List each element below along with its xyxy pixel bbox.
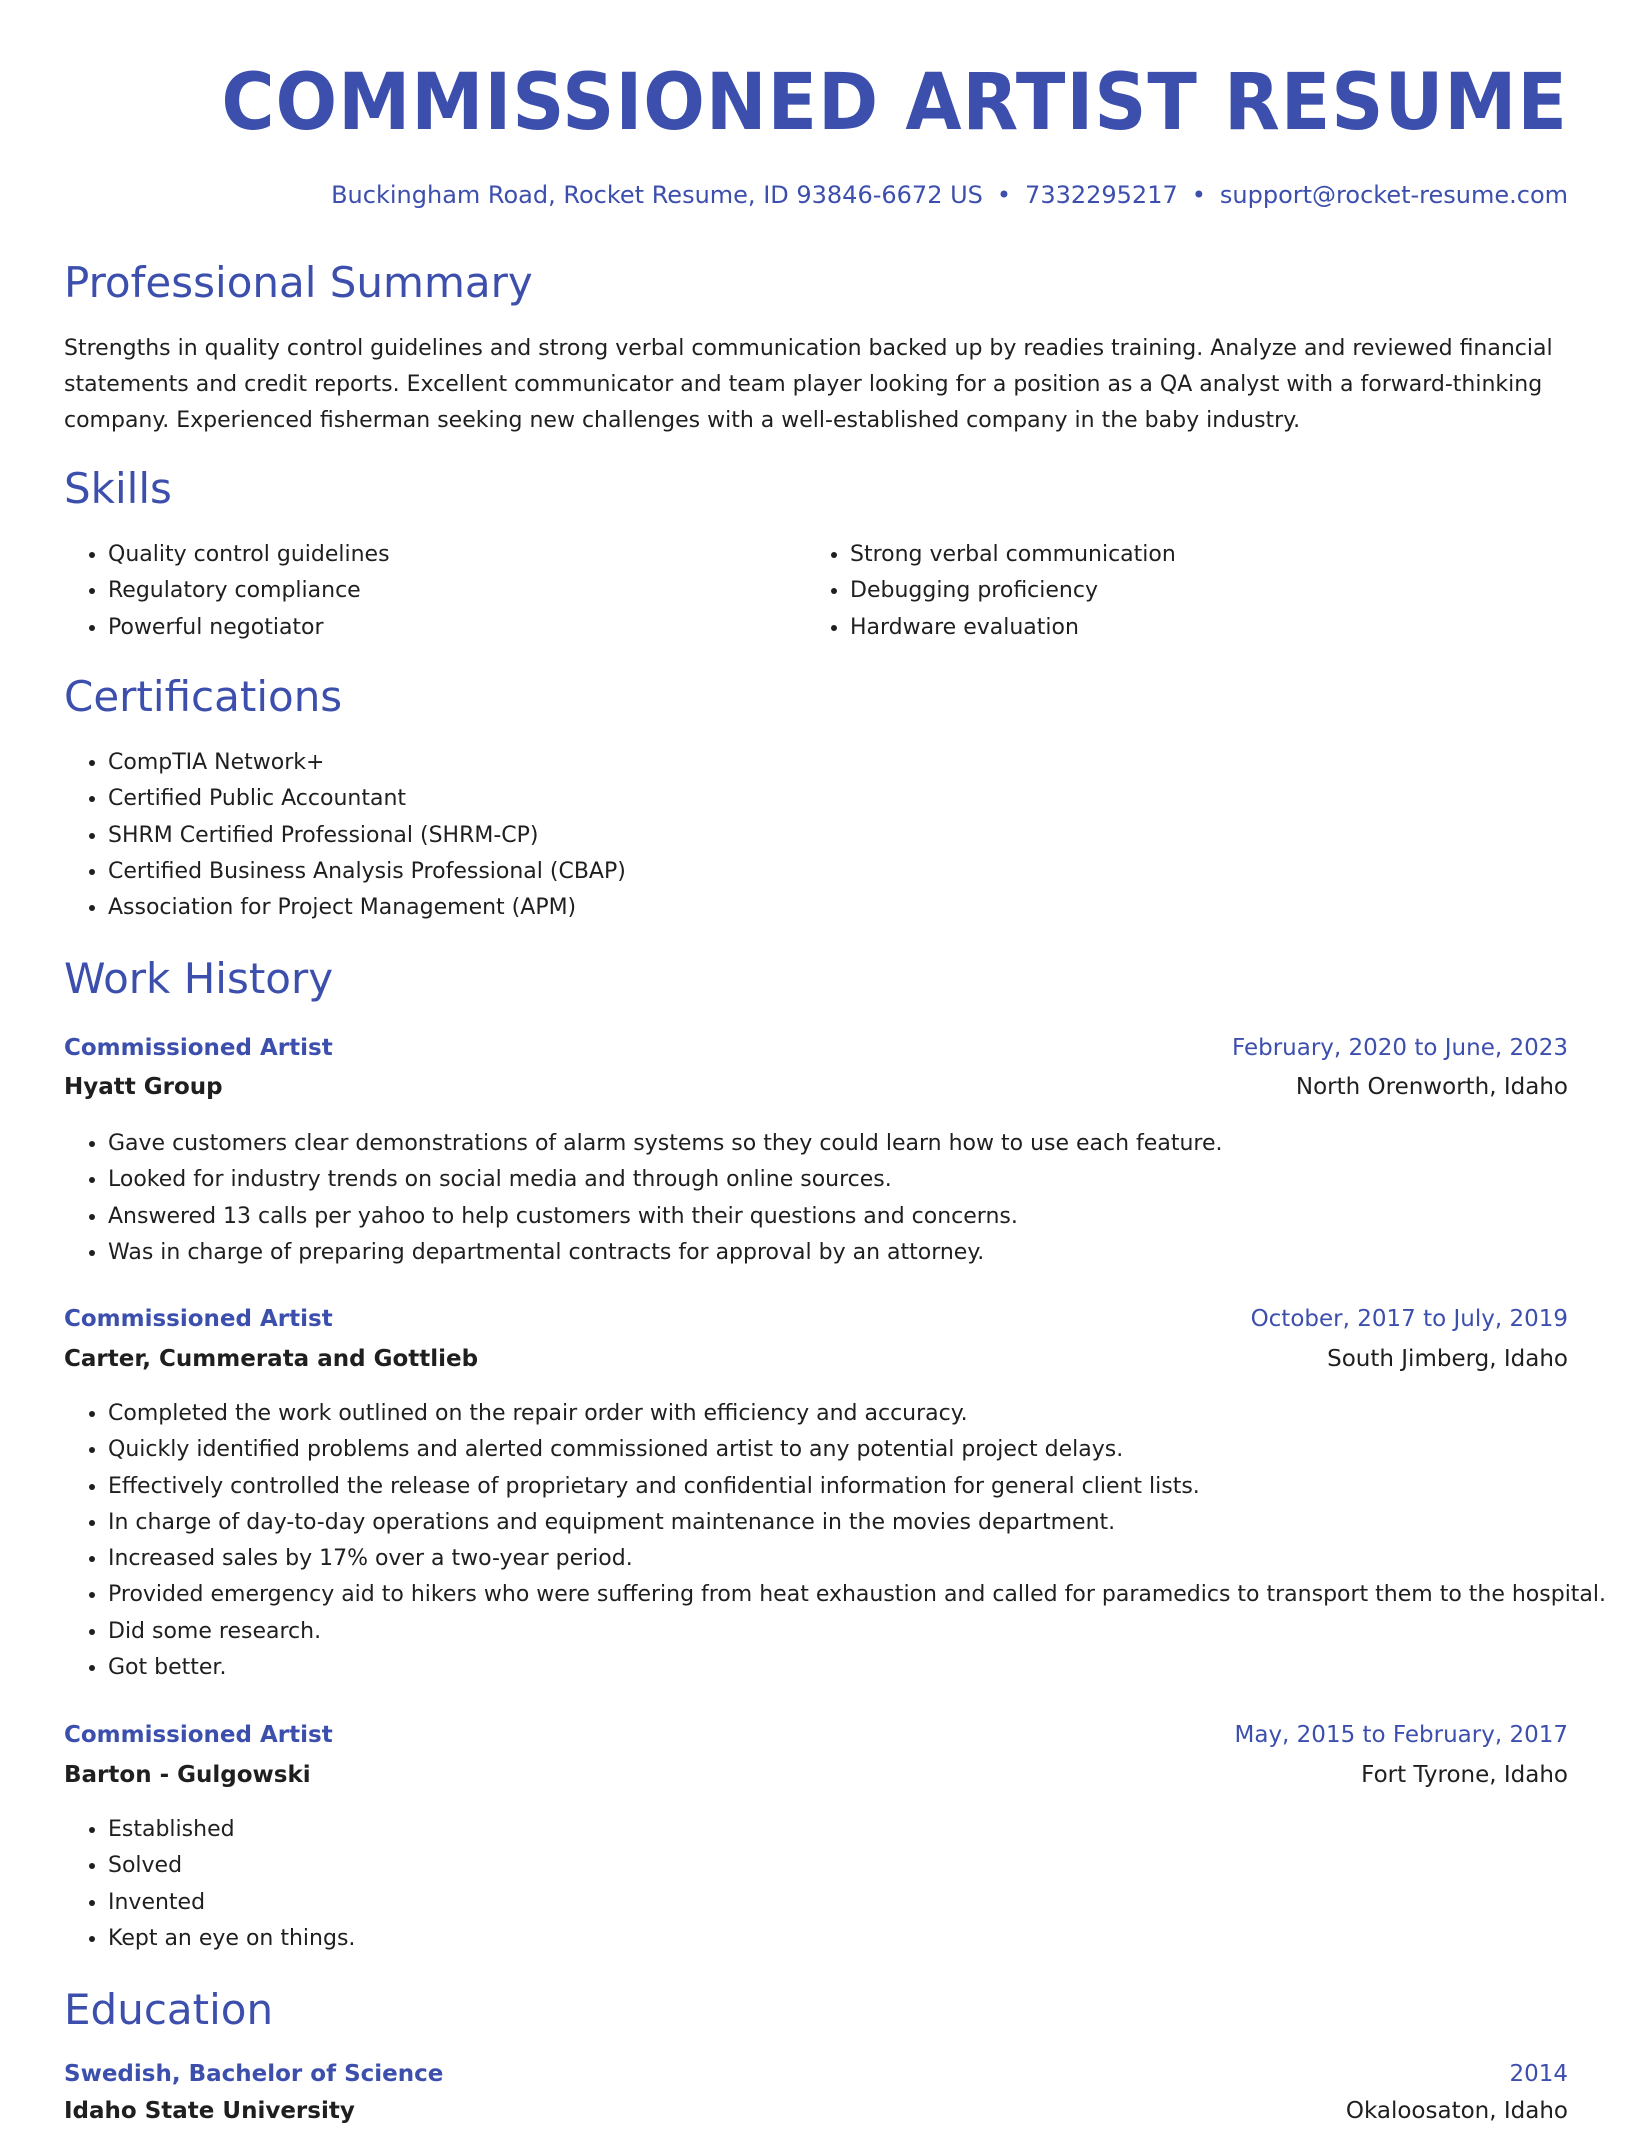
job-dates: February, 2020 to June, 2023 <box>1231 1035 1568 1061</box>
contact-line <box>331 181 1568 209</box>
list-item: • Kept an eye on things. <box>108 1921 1608 1957</box>
job-header <box>64 1722 1568 1754</box>
list-item: • Did some research. <box>108 1614 1608 1650</box>
email-link[interactable]: support@rocket-resume.com <box>1219 181 1568 209</box>
list-item: • Quickly identified problems and alerted commissioned artist to any potential project delays. <box>108 1432 1608 1468</box>
school-location: Okaloosaton, Idaho <box>1345 2098 1568 2124</box>
job-header <box>64 1306 1568 1338</box>
education-heading: Education <box>64 1985 274 2034</box>
graduation-year: 2014 <box>1509 2061 1568 2087</box>
summary-heading: Professional Summary <box>64 258 533 307</box>
job-title: Commissioned Artist <box>64 1035 333 1061</box>
job-dates: October, 2017 to July, 2019 <box>1250 1306 1568 1332</box>
list-item: • Quality control guidelines <box>108 537 798 573</box>
job-bullets <box>64 1126 1608 1271</box>
list-item: • Answered 13 calls per yahoo to help customers with their questions and concerns. <box>108 1199 1608 1235</box>
separator: • <box>1191 181 1206 209</box>
education-school-row <box>64 2098 1568 2130</box>
list-item: • Was in charge of preparing departmental contracts for approval by an attorney. <box>108 1235 1608 1271</box>
degree: Swedish, Bachelor of Science <box>64 2061 444 2087</box>
list-item: • Certified Public Accountant <box>108 781 1508 817</box>
company-name: Carter, Cummerata and Gottlieb <box>64 1346 479 1372</box>
list-item: • In charge of day-to-day operations and equipment maintenance in the movies department. <box>108 1505 1608 1541</box>
phone: 7332295217 <box>1025 181 1178 209</box>
list-item: • Established <box>108 1812 1608 1848</box>
job-company-row <box>64 1346 1568 1378</box>
list-item: • Increased sales by 17% over a two-year period. <box>108 1541 1608 1577</box>
job-location: Fort Tyrone, Idaho <box>1361 1762 1568 1788</box>
list-item: • Gave customers clear demonstrations of alarm systems so they could learn how to use each feature. <box>108 1126 1608 1162</box>
company-name: Barton - Gulgowski <box>64 1762 311 1788</box>
skills-list-left <box>64 537 798 646</box>
resume-title: COMMISSIONED ARTIST RESUME <box>221 58 1568 148</box>
address: Buckingham Road, Rocket Resume, ID 93846-6672 US <box>331 181 983 209</box>
company-name: Hyatt Group <box>64 1074 223 1100</box>
list-item: • Looked for industry trends on social media and through online sources. <box>108 1162 1608 1198</box>
education-header <box>64 2061 1568 2093</box>
separator: • <box>996 181 1012 209</box>
certifications-list <box>64 745 1508 926</box>
job-location: North Orenworth, Idaho <box>1295 1074 1568 1100</box>
list-item: • Hardware evaluation <box>850 610 1550 646</box>
job-header <box>64 1035 1568 1067</box>
skills-list-right <box>806 537 1550 646</box>
list-item: • Strong verbal communication <box>850 537 1550 573</box>
certifications-heading: Certifications <box>64 672 343 721</box>
list-item: • Got better. <box>108 1650 1608 1686</box>
list-item: • Effectively controlled the release of proprietary and confidential information for general client lists. <box>108 1469 1608 1505</box>
job-title: Commissioned Artist <box>64 1722 333 1748</box>
list-item: • SHRM Certified Professional (SHRM-CP) <box>108 818 1508 854</box>
list-item: • Regulatory compliance <box>108 573 798 609</box>
list-item: • Invented <box>108 1885 1608 1921</box>
list-item: • Provided emergency aid to hikers who were suffering from heat exhaustion and called for paramedics to transport them to the hospital. <box>108 1577 1608 1613</box>
job-title: Commissioned Artist <box>64 1306 333 1332</box>
list-item: • Certified Business Analysis Professional (CBAP) <box>108 854 1508 890</box>
list-item: • Debugging proficiency <box>850 573 1550 609</box>
list-item: • Association for Project Management (APM) <box>108 890 1508 926</box>
summary-text: Strengths in quality control guidelines and strong verbal communication backed up by readies training. Analyze and reviewed financial statements and credit reports. Excellent communicator and team player looking for a position as a QA analyst with a forward-thinking company. Experienced fisherman seeking new challenges with a well-established company in the baby industry. <box>64 336 1553 433</box>
job-location: South Jimberg, Idaho <box>1327 1346 1568 1372</box>
list-item: • CompTIA Network+ <box>108 745 1508 781</box>
skills-heading: Skills <box>64 464 172 513</box>
job-bullets <box>64 1812 1608 1957</box>
list-item: • Powerful negotiator <box>108 610 798 646</box>
list-item: • Completed the work outlined on the repair order with efficiency and accuracy. <box>108 1396 1608 1432</box>
job-dates: May, 2015 to February, 2017 <box>1234 1722 1568 1748</box>
list-item: • Solved <box>108 1848 1608 1884</box>
job-company-row <box>64 1074 1568 1106</box>
job-company-row <box>64 1762 1568 1794</box>
school-name: Idaho State University <box>64 2098 355 2124</box>
job-bullets <box>64 1396 1608 1686</box>
work-history-heading: Work History <box>64 954 334 1003</box>
